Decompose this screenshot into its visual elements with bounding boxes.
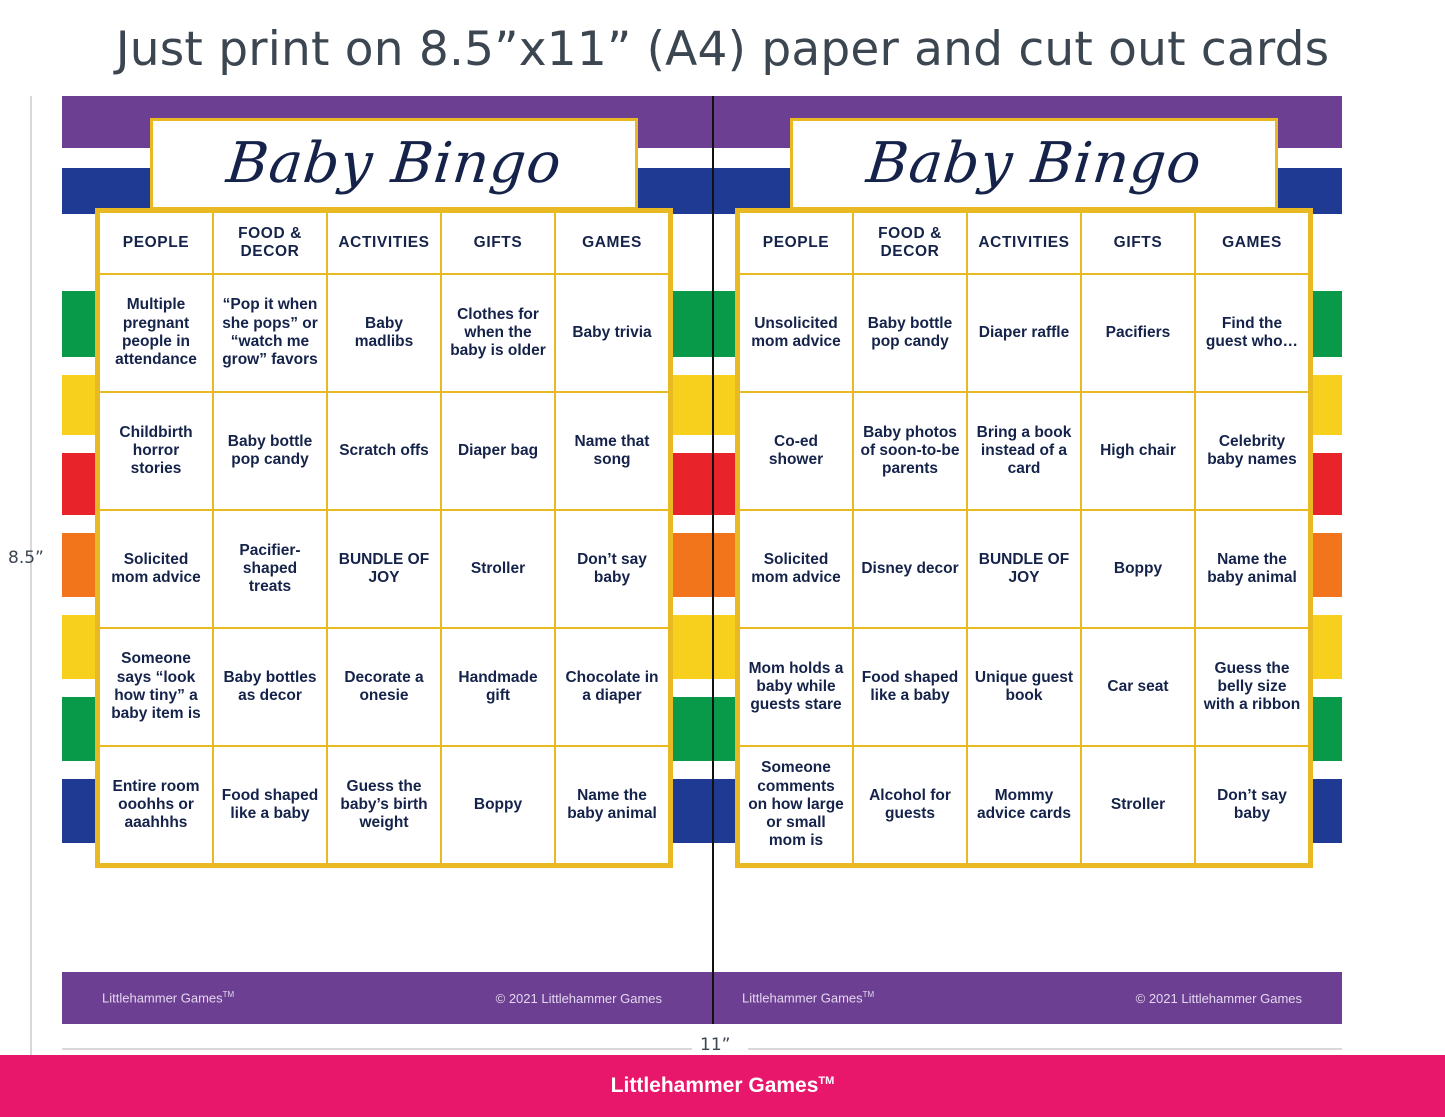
bingo-cell[interactable]: Unsolicited mom advice	[739, 274, 853, 392]
bingo-row	[99, 274, 669, 392]
bingo-cell[interactable]: Pacifier-shaped treats	[213, 510, 327, 628]
bottom-brand-label: Littlehammer Games™	[610, 1074, 835, 1097]
bingo-row	[739, 746, 1309, 864]
bingo-cell[interactable]: Stroller	[441, 510, 555, 628]
bingo-cell[interactable]: Name the baby animal	[1195, 510, 1309, 628]
column-header-food-decor: FOOD & DECOR	[853, 212, 967, 274]
column-header-gifts: GIFTS	[1081, 212, 1195, 274]
footer-copyright-right: © 2021 Littlehammer Games	[1135, 990, 1302, 1006]
bingo-row	[99, 746, 669, 864]
bingo-card-left	[62, 96, 702, 1024]
bingo-cell[interactable]: Baby bottle pop candy	[213, 392, 327, 510]
bingo-cell[interactable]: Handmade gift	[441, 628, 555, 746]
bingo-cell[interactable]: “Pop it when she pops” or “watch me grow” favors	[213, 274, 327, 392]
bingo-row	[99, 510, 669, 628]
bingo-grid-right	[735, 208, 1313, 868]
bingo-cell[interactable]: Find the guest who…	[1195, 274, 1309, 392]
column-header-people: PEOPLE	[739, 212, 853, 274]
bingo-cell[interactable]: Diaper bag	[441, 392, 555, 510]
column-header-gifts: GIFTS	[441, 212, 555, 274]
column-header-activities: ACTIVITIES	[967, 212, 1081, 274]
height-measure-label: 8.5”	[8, 548, 44, 568]
footer-copyright-left: © 2021 Littlehammer Games	[495, 990, 662, 1006]
bingo-cell[interactable]: Boppy	[1081, 510, 1195, 628]
bingo-card-right	[702, 96, 1342, 1024]
bingo-cell[interactable]: Entire room ooohhs or aaahhhs	[99, 746, 213, 864]
bingo-cell[interactable]: Don’t say baby	[1195, 746, 1309, 864]
bingo-free-cell[interactable]: BUNDLE OF JOY	[967, 510, 1081, 628]
bingo-cell[interactable]: Food shaped like a baby	[853, 628, 967, 746]
bingo-header-row	[99, 212, 669, 274]
bingo-cell[interactable]: Mommy advice cards	[967, 746, 1081, 864]
bottom-brand-bar	[0, 1055, 1445, 1117]
bingo-grid-left	[95, 208, 673, 868]
width-guide-line-left	[62, 1048, 692, 1050]
column-header-games: GAMES	[1195, 212, 1309, 274]
footer-brand-right: Littlehammer Games™	[742, 990, 875, 1006]
footer-brand-left: Littlehammer Games™	[102, 990, 235, 1006]
bingo-cell[interactable]: Someone comments on how large or small mom is	[739, 746, 853, 864]
bingo-row	[739, 510, 1309, 628]
bingo-cell[interactable]: Someone says “look how tiny” a baby item is	[99, 628, 213, 746]
bingo-cell[interactable]: Decorate a onesie	[327, 628, 441, 746]
bingo-cell[interactable]: Name the baby animal	[555, 746, 669, 864]
page-title: Just print on 8.5”x11” (A4) paper and cut out cards	[115, 22, 1330, 77]
bingo-cell[interactable]: Chocolate in a diaper	[555, 628, 669, 746]
bingo-cell[interactable]: Guess the belly size with a ribbon	[1195, 628, 1309, 746]
bingo-cell[interactable]: Co-ed shower	[739, 392, 853, 510]
bingo-header-row	[739, 212, 1309, 274]
bingo-cell[interactable]: Baby bottles as decor	[213, 628, 327, 746]
bingo-cell[interactable]: Solicited mom advice	[739, 510, 853, 628]
bingo-cell[interactable]: Food shaped like a baby	[213, 746, 327, 864]
column-header-food-decor: FOOD & DECOR	[213, 212, 327, 274]
bingo-cell[interactable]: Name that song	[555, 392, 669, 510]
card-title-left: Baby Bingo	[223, 131, 565, 196]
bingo-cell[interactable]: Alcohol for guests	[853, 746, 967, 864]
column-header-people: PEOPLE	[99, 212, 213, 274]
bingo-cell[interactable]: Baby madlibs	[327, 274, 441, 392]
bingo-row	[99, 392, 669, 510]
bingo-cell[interactable]: Scratch offs	[327, 392, 441, 510]
bingo-cell[interactable]: Stroller	[1081, 746, 1195, 864]
bingo-cell[interactable]: Baby bottle pop candy	[853, 274, 967, 392]
bingo-cell[interactable]: Childbirth horror stories	[99, 392, 213, 510]
bingo-cell[interactable]: Diaper raffle	[967, 274, 1081, 392]
bingo-cell[interactable]: Clothes for when the baby is older	[441, 274, 555, 392]
card-footer-right	[702, 972, 1342, 1024]
bingo-cell[interactable]: Unique guest book	[967, 628, 1081, 746]
width-guide-line-right	[748, 1048, 1342, 1050]
width-measure-label: 11”	[700, 1035, 731, 1055]
bingo-cell[interactable]: Guess the baby’s birth weight	[327, 746, 441, 864]
bingo-cell[interactable]: Car seat	[1081, 628, 1195, 746]
bingo-cell[interactable]: High chair	[1081, 392, 1195, 510]
bingo-row	[739, 274, 1309, 392]
bingo-cell[interactable]: Baby photos of soon-to-be parents	[853, 392, 967, 510]
bingo-row	[739, 628, 1309, 746]
bingo-row	[739, 392, 1309, 510]
printable-sheet	[62, 96, 1342, 1024]
bingo-row	[99, 628, 669, 746]
bingo-cell[interactable]: Mom holds a baby while guests stare	[739, 628, 853, 746]
cut-line	[712, 96, 714, 1024]
card-footer-left	[62, 972, 702, 1024]
bingo-cell[interactable]: Solicited mom advice	[99, 510, 213, 628]
bingo-cell[interactable]: Don’t say baby	[555, 510, 669, 628]
card-title-right: Baby Bingo	[863, 131, 1205, 196]
bingo-cell[interactable]: Disney decor	[853, 510, 967, 628]
bingo-cell[interactable]: Bring a book instead of a card	[967, 392, 1081, 510]
column-header-games: GAMES	[555, 212, 669, 274]
column-header-activities: ACTIVITIES	[327, 212, 441, 274]
bingo-cell[interactable]: Pacifiers	[1081, 274, 1195, 392]
bingo-free-cell[interactable]: BUNDLE OF JOY	[327, 510, 441, 628]
card-title-plate-left	[150, 118, 638, 210]
bingo-cell[interactable]: Multiple pregnant people in attendance	[99, 274, 213, 392]
bingo-cell[interactable]: Celebrity baby names	[1195, 392, 1309, 510]
height-guide-line	[30, 96, 32, 1116]
card-title-plate-right	[790, 118, 1278, 210]
bingo-cell[interactable]: Boppy	[441, 746, 555, 864]
bingo-cell[interactable]: Baby trivia	[555, 274, 669, 392]
